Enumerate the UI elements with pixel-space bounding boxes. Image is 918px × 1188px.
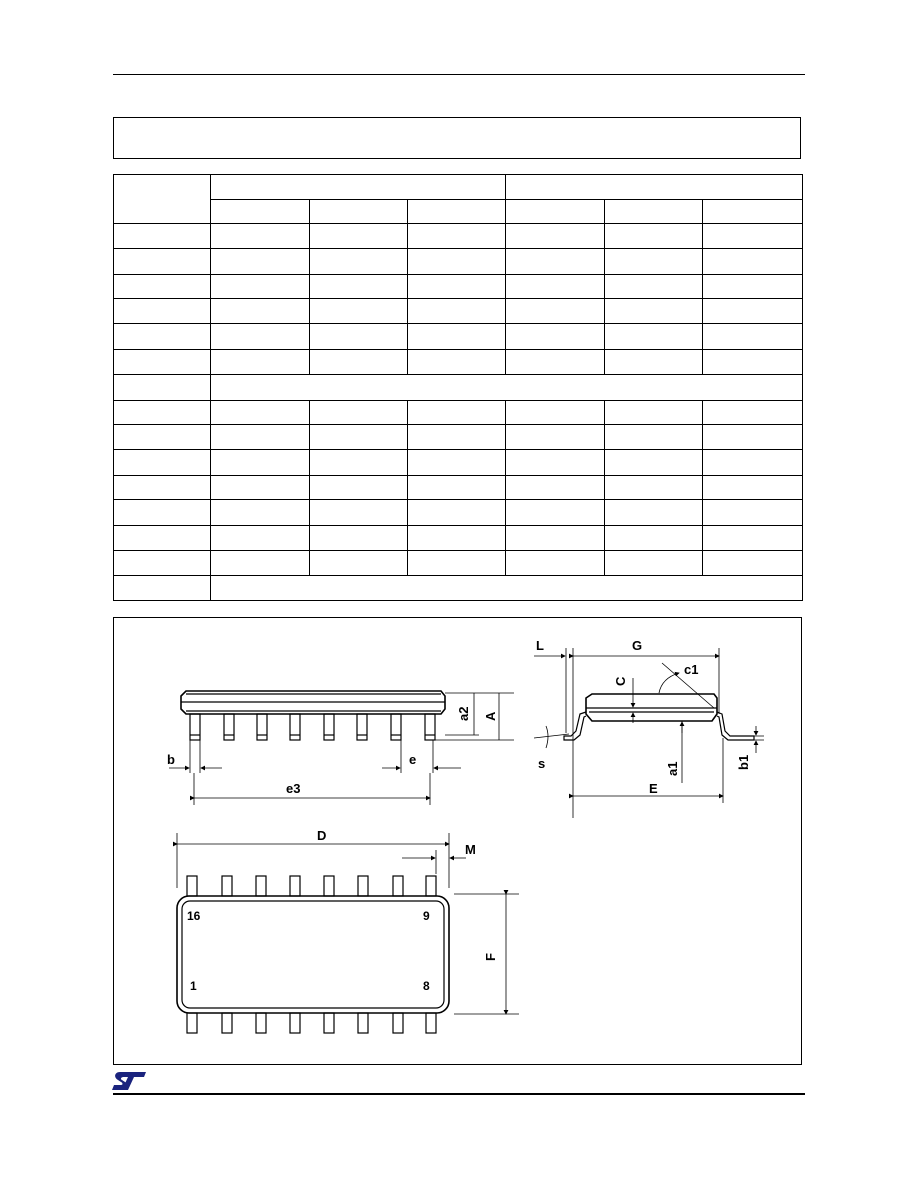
footer-rule: [113, 1093, 805, 1095]
table-row: [114, 274, 803, 298]
package-drawing-box: [113, 617, 802, 1065]
table-row: [114, 400, 803, 424]
header-inch-cell: [506, 175, 803, 200]
label-A: A: [483, 711, 498, 721]
table-row: [114, 450, 803, 475]
table-row: [114, 223, 803, 248]
pin-label-8: 8: [423, 979, 430, 993]
table-row: [114, 298, 803, 323]
pin-label-16: 16: [187, 909, 201, 923]
table-row: [114, 475, 803, 499]
table-row: [114, 249, 803, 274]
table-row-merged: [114, 576, 803, 601]
table-row: [114, 324, 803, 349]
label-a1: a1: [665, 761, 680, 776]
table-row: [114, 424, 803, 449]
pin-label-9: 9: [423, 909, 430, 923]
top-view-lower-leads: [187, 1013, 436, 1033]
dimensions-table: [113, 174, 803, 601]
table-row: [114, 551, 803, 576]
subheader-cell: [703, 200, 803, 223]
label-M: M: [465, 842, 476, 857]
header-mm-cell: [211, 175, 506, 200]
label-E: E: [649, 781, 658, 796]
subheader-cell: [408, 200, 506, 223]
label-D: D: [317, 828, 327, 843]
package-drawing: [114, 618, 803, 1066]
label-a2: a2: [456, 706, 471, 721]
side-view-leads: [190, 714, 435, 740]
label-b1: b1: [736, 754, 751, 770]
label-L: L: [536, 638, 544, 653]
label-c1: c1: [684, 662, 699, 677]
table-subheader-row: [114, 200, 803, 223]
subheader-cell: [310, 200, 408, 223]
top-view: [177, 833, 519, 1033]
label-C: C: [613, 676, 628, 686]
label-e: e: [409, 752, 417, 767]
top-view-upper-leads: [187, 876, 436, 896]
pin-label-1: 1: [190, 979, 197, 993]
label-e3: e3: [286, 781, 301, 796]
label-G: G: [632, 638, 643, 653]
label-b: b: [167, 752, 175, 767]
subheader-cell: [211, 200, 310, 223]
table-header-row: [114, 175, 803, 200]
label-s: s: [538, 756, 546, 771]
subheader-cell: [605, 200, 703, 223]
table-row: [114, 349, 803, 374]
header-rule: [113, 74, 805, 75]
table-title-box: [113, 117, 801, 159]
label-F: F: [483, 953, 498, 961]
header-dim-cell: [114, 175, 211, 224]
subheader-cell: [506, 200, 605, 223]
st-logo-icon: [112, 1070, 148, 1097]
table-row: [114, 525, 803, 550]
table-row-merged: [114, 375, 803, 400]
table-row: [114, 500, 803, 525]
